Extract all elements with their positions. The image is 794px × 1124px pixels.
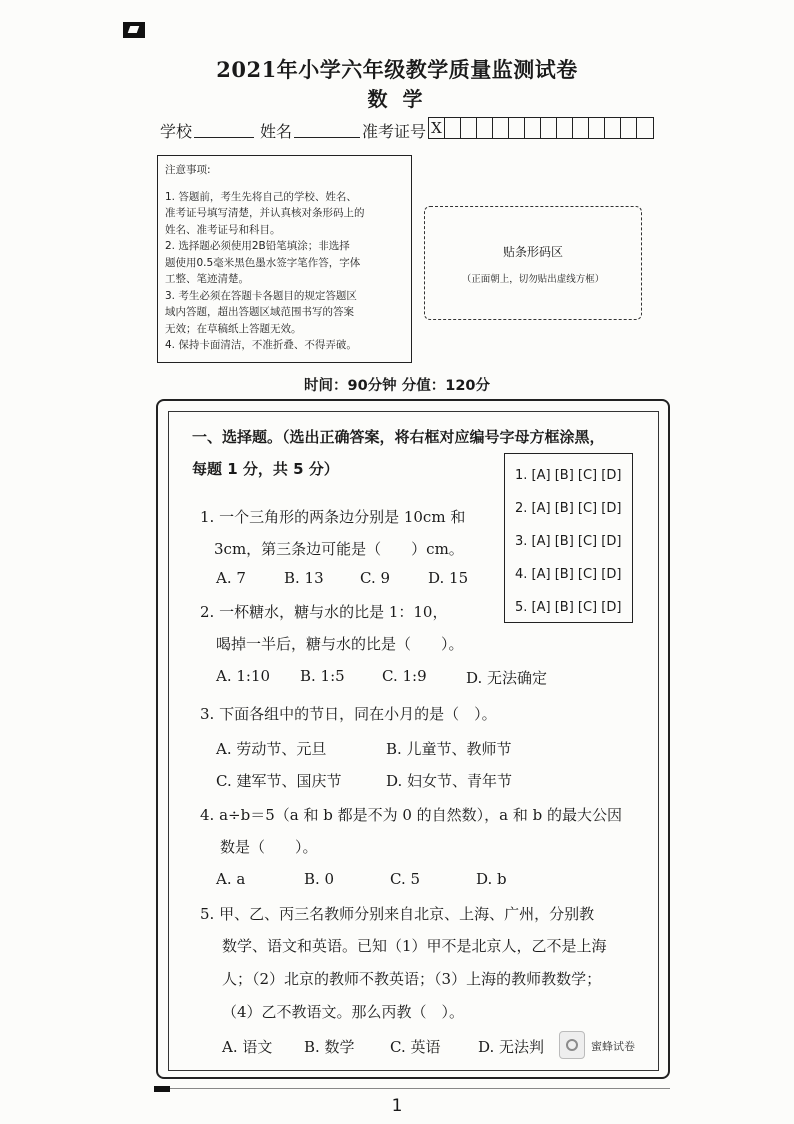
answer-row[interactable]: 5. [A] [B] [C] [D] [515, 600, 622, 615]
question-3-option: B. 儿童节、教师节 [386, 740, 512, 758]
page-number: 1 [391, 1096, 403, 1116]
question-1-line: 1. 一个三角形的两条边分别是 10cm 和 [200, 508, 466, 526]
question-5-line: 数学、语文和英语。已知（1）甲不是北京人，乙不是上海 [222, 937, 607, 955]
exam-number-cell[interactable] [621, 118, 637, 138]
question-2-option: D. 无法确定 [466, 669, 548, 687]
barcode-area [424, 206, 642, 320]
exam-number-grid[interactable] [428, 117, 654, 139]
question-5-line: 人；（2）北京的教师不教英语；（3）上海的教师教数学； [222, 970, 602, 988]
question-4-line: 4. a÷b＝5（a 和 b 都是不为 0 的自然数），a 和 b 的最大公因 [200, 806, 623, 824]
exam-number-cell[interactable] [477, 118, 493, 138]
corner-registration-mark [123, 22, 145, 38]
answer-sheet-box [504, 453, 633, 623]
question-3-option: A. 劳动节、元旦 [216, 740, 327, 758]
question-3-option: D. 妇女节、青年节 [386, 772, 513, 790]
question-2-option: C. 1:9 [382, 667, 427, 685]
question-4-line: 数是（ ）。 [220, 838, 318, 856]
answer-row[interactable]: 2. [A] [B] [C] [D] [515, 501, 622, 516]
school-label: 学校 [160, 122, 193, 141]
question-2-option: A. 1:10 [216, 667, 271, 685]
question-1-option: B. 13 [284, 569, 324, 587]
app-logo-icon [559, 1031, 585, 1059]
exam-number-cell[interactable] [605, 118, 621, 138]
watermark [559, 1031, 647, 1061]
notice-line: 题使用0.5毫米黑色墨水签字笔作答，字体 [165, 256, 361, 269]
notice-line: 2. 选择题必须使用2B铅笔填涂；非选择 [165, 240, 350, 252]
question-1-option: C. 9 [360, 569, 391, 587]
answer-row[interactable]: 3. [A] [B] [C] [D] [515, 534, 622, 549]
notice-line: 工整、笔迹清楚。 [165, 273, 249, 285]
question-1-option: D. 15 [428, 569, 469, 587]
exam-number-cell[interactable] [637, 118, 653, 138]
question-2-option: B. 1:5 [300, 667, 345, 685]
exam-subject: 数 学 [367, 87, 427, 111]
question-5-option: D. 无法判 [478, 1038, 545, 1056]
question-5-line: 5. 甲、乙、丙三名教师分别来自北京、上海、广州，分别教 [200, 905, 595, 923]
question-4-option: A. a [216, 870, 246, 888]
question-1-line: 3cm，第三条边可能是（ ）cm。 [214, 540, 464, 558]
exam-number-prefix: X [429, 118, 445, 138]
name-field[interactable] [294, 137, 360, 138]
question-5-line: （4）乙不教语文。那么丙教（ ）。 [222, 1003, 465, 1021]
notice-line: 3. 考生必须在答题卡各题目的规定答题区 [165, 289, 357, 302]
exam-number-cell[interactable] [557, 118, 573, 138]
exam-number-cell[interactable] [541, 118, 557, 138]
question-5-option: A. 语文 [222, 1038, 273, 1056]
barcode-title: 贴条形码区 [502, 245, 563, 259]
exam-number-cell[interactable] [461, 118, 477, 138]
notice-line: 4. 保持卡面清洁，不准折叠、不得弄破。 [165, 339, 357, 351]
school-field[interactable] [194, 137, 254, 138]
notice-line: 域内答题，超出答题区域范围书写的答案 [165, 306, 354, 318]
question-5-option: B. 数学 [304, 1038, 355, 1056]
watermark-text: 蜜蜂试卷 [591, 1040, 635, 1053]
section-heading: 每题 1 分，共 5 分） [192, 460, 339, 478]
bottom-registration-mark [154, 1086, 170, 1092]
name-label: 姓名 [260, 122, 293, 141]
notice-line: 1. 答题前，考生先将自己的学校、姓名、 [165, 190, 357, 203]
exam-number-cell[interactable] [509, 118, 525, 138]
exam-time-score: 时间：90分钟 分值：120分 [304, 378, 490, 394]
exam-number-cell[interactable] [525, 118, 541, 138]
question-4-option: C. 5 [390, 870, 421, 888]
question-2-line: 喝掉一半后，糖与水的比是（ ）。 [216, 635, 464, 653]
question-3-line: 3. 下面各组中的节日，同在小月的是（ ）。 [200, 705, 497, 723]
answer-row[interactable]: 1. [A] [B] [C] [D] [515, 468, 622, 483]
answer-row[interactable]: 4. [A] [B] [C] [D] [515, 567, 622, 582]
barcode-subtitle: （正面朝上，切勿贴出虚线方框） [461, 274, 605, 285]
exam-title: 2021年小学六年级教学质量监测试卷 [216, 57, 578, 82]
notice-line: 准考证号填写清楚，并认真核对条形码上的 [165, 207, 365, 219]
exam-number-cell[interactable] [445, 118, 461, 138]
notice-box [157, 155, 412, 363]
question-1-option: A. 7 [216, 569, 246, 587]
question-4-option: B. 0 [304, 870, 335, 888]
question-2-line: 2. 一杯糖水，糖与水的比是 1：10， [200, 603, 448, 621]
exam-number-cell[interactable] [573, 118, 589, 138]
exam-number-label: 准考证号 [362, 122, 427, 141]
exam-number-cell[interactable] [493, 118, 509, 138]
question-4-option: D. b [476, 870, 507, 888]
notice-line: 姓名、准考证号和科目。 [165, 223, 281, 236]
notice-line: 无效；在草稿纸上答题无效。 [165, 322, 302, 335]
notice-title: 注意事项: [165, 164, 211, 176]
page-bottom-rule [170, 1088, 670, 1089]
question-3-option: C. 建军节、国庆节 [216, 772, 342, 790]
section-heading: 一、选择题。（选出正确答案，将右框对应编号字母方框涂黑， [192, 428, 605, 446]
question-5-option: C. 英语 [390, 1038, 441, 1056]
exam-number-cell[interactable] [589, 118, 605, 138]
